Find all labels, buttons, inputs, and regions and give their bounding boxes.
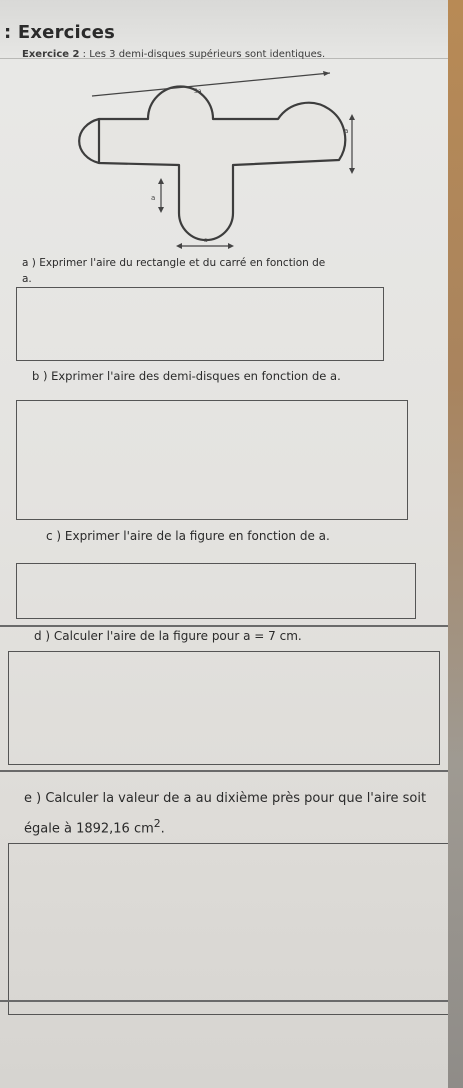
answer-box-a[interactable] [16,287,384,361]
question-b: b ) Exprimer l'aire des demi-disques en fonction de a. [32,369,341,383]
label-a-left: a [151,194,156,202]
question-e [24,786,444,841]
question-c: c ) Exprimer l'aire de la figure en fonction de a. [46,529,330,543]
bottom-arrow-head-left [176,243,182,249]
question-d-text: d ) Calculer l'aire de la figure pour [34,629,244,643]
figure-diagram [0,0,448,270]
label-3a: 3a [194,88,202,95]
divider-line [0,1000,448,1002]
right-arrow-head-top [349,114,355,120]
answer-box-c[interactable] [16,563,416,619]
exercise-label: Exercice 2 [22,49,80,60]
question-d [34,628,424,644]
question-e-exponent: 2 [153,817,161,830]
question-e-value: 1892,16 [76,821,130,837]
background-edge [448,0,463,1088]
label-a-bottom: a [204,237,208,244]
answer-box-d[interactable] [8,651,440,765]
bottom-arrow-head-right [228,243,234,249]
left-arrow-head-top [158,178,164,184]
question-d-formula: a = 7 cm. [243,629,302,643]
answer-box-b[interactable] [16,400,408,520]
question-e-unit: cm [133,821,154,837]
top-dimension-arrow [92,73,330,96]
answer-box-e[interactable] [8,843,448,1015]
question-a: a ) Exprimer l'aire du rectangle et du carré en fonction de a. [22,257,326,285]
right-arrow-head-bottom [349,168,355,174]
title-text: Exercices [17,22,116,43]
top-arrow-head [323,71,330,76]
question-e-suffix: . [160,821,165,837]
divider-line [0,770,448,772]
exercise-text: : Les 3 demi-disques supérieurs sont identiques. [79,49,326,60]
left-arrow-head-bottom [158,207,164,213]
figure-outline [99,87,345,241]
question-e-text: e ) Calculer la valeur de a au dixième près pour que l'aire soit égale à [24,791,427,837]
divider-line [0,625,448,627]
left-half-disk [79,119,99,163]
label-a-right: a [344,127,349,135]
title-bullet: : [4,22,12,43]
